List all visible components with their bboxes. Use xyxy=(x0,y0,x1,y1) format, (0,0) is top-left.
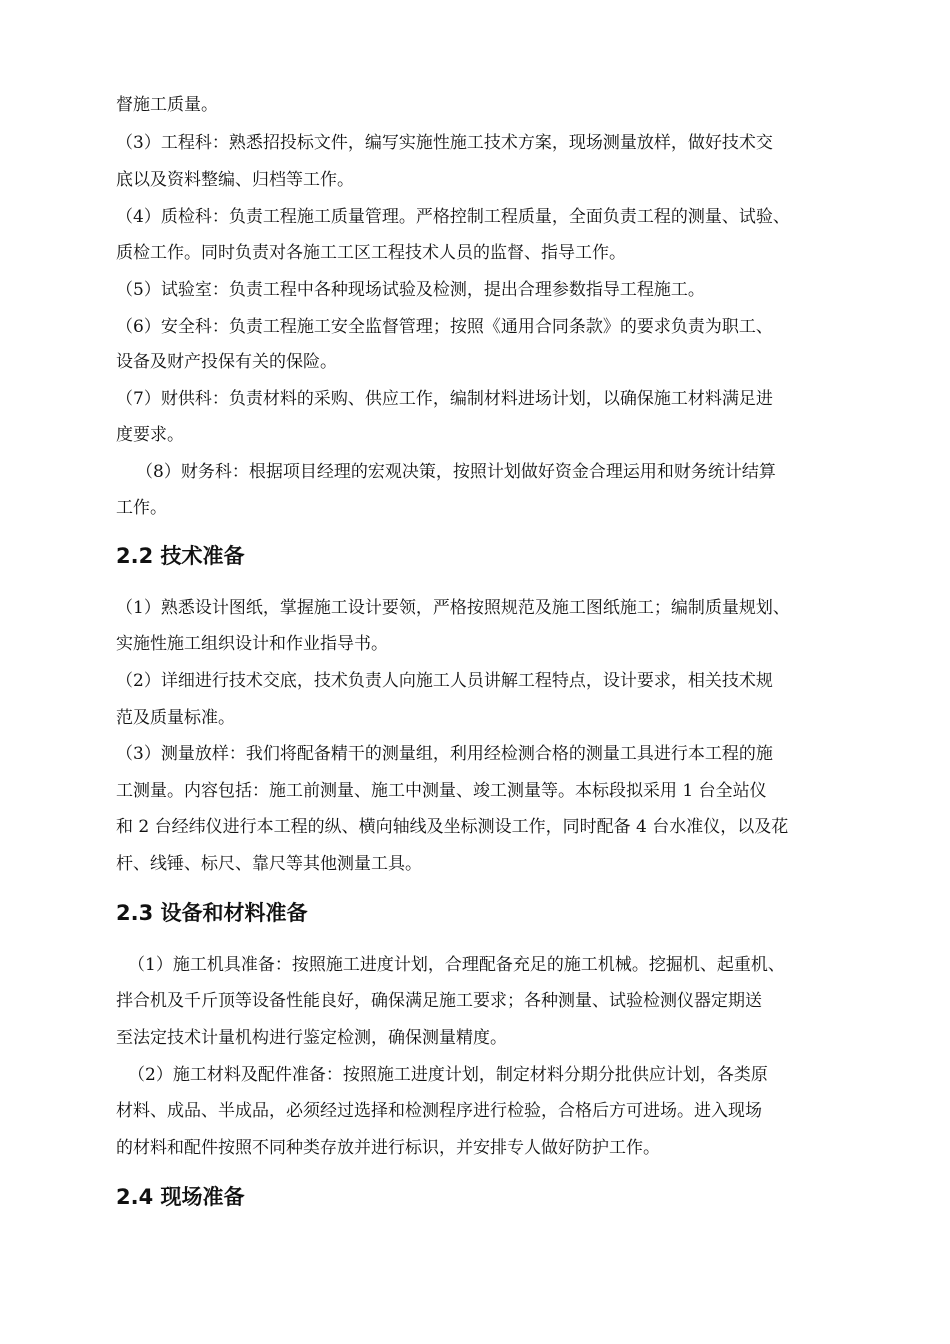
paragraph-line: （2）详细进行技术交底，技术负责人向施工人员讲解工程特点，设计要求，相关技术规 xyxy=(116,671,773,691)
paragraph-line: （2）施工材料及配件准备：按照施工进度计划，制定材料分期分批供应计划，各类原 xyxy=(128,1065,768,1085)
paragraph-line: 工作。 xyxy=(116,498,167,518)
section-heading-2-4: 2.4 现场准备 xyxy=(116,1185,245,1209)
paragraph-line: 设备及财产投保有关的保险。 xyxy=(116,352,337,372)
paragraph-line: 督施工质量。 xyxy=(116,95,218,115)
paragraph-line: 范及质量标准。 xyxy=(116,708,235,728)
section-heading-2-2: 2.2 技术准备 xyxy=(116,544,245,568)
paragraph-line: 底以及资料整编、归档等工作。 xyxy=(116,170,354,190)
section-heading-2-3: 2.3 设备和材料准备 xyxy=(116,901,308,925)
paragraph-line: （3）测量放样：我们将配备精干的测量组，利用经检测合格的测量工具进行本工程的施 xyxy=(116,744,773,764)
paragraph-line: 杆、线锤、标尺、靠尺等其他测量工具。 xyxy=(116,854,422,874)
paragraph-line: （6）安全科：负责工程施工安全监督管理；按照《通用合同条款》的要求负责为职工、 xyxy=(116,317,773,337)
paragraph-line: 的材料和配件按照不同种类存放并进行标识，并安排专人做好防护工作。 xyxy=(116,1138,660,1158)
paragraph-line: （7）财供科：负责材料的采购、供应工作，编制材料进场计划，以确保施工材料满足进 xyxy=(116,389,773,409)
paragraph-line: （3）工程科：熟悉招投标文件，编写实施性施工技术方案，现场测量放样，做好技术交 xyxy=(116,133,773,153)
paragraph-line: 实施性施工组织设计和作业指导书。 xyxy=(116,634,388,654)
paragraph-line: 材料、成品、半成品，必须经过选择和检测程序进行检验，合格后方可进场。进入现场 xyxy=(116,1101,762,1121)
paragraph-line: 度要求。 xyxy=(116,425,184,445)
paragraph-line: 拌合机及千斤顶等设备性能良好，确保满足施工要求；各种测量、试验检测仪器定期送 xyxy=(116,991,762,1011)
paragraph-line: 至法定技术计量机构进行鉴定检测，确保测量精度。 xyxy=(116,1028,507,1048)
paragraph-line: （8）财务科：根据项目经理的宏观决策，按照计划做好资金合理运用和财务统计结算 xyxy=(136,462,776,482)
paragraph-line: （1）施工机具准备：按照施工进度计划，合理配备充足的施工机械。挖掘机、起重机、 xyxy=(128,955,785,975)
paragraph-line: （1）熟悉设计图纸，掌握施工设计要领，严格按照规范及施工图纸施工；编制质量规划、 xyxy=(116,598,790,618)
paragraph-line: （4）质检科：负责工程施工质量管理。严格控制工程质量，全面负责工程的测量、试验、 xyxy=(116,207,790,227)
paragraph-line: 和 2 台经纬仪进行本工程的纵、横向轴线及坐标测设工作，同时配备 4 台水准仪，以及花 xyxy=(116,817,789,837)
paragraph-line: 质检工作。同时负责对各施工工区工程技术人员的监督、指导工作。 xyxy=(116,243,626,263)
paragraph-line: 工测量。内容包括：施工前测量、施工中测量、竣工测量等。本标段拟采用 1 台全站仪 xyxy=(116,781,767,801)
paragraph-line: （5）试验室：负责工程中各种现场试验及检测，提出合理参数指导工程施工。 xyxy=(116,280,705,300)
